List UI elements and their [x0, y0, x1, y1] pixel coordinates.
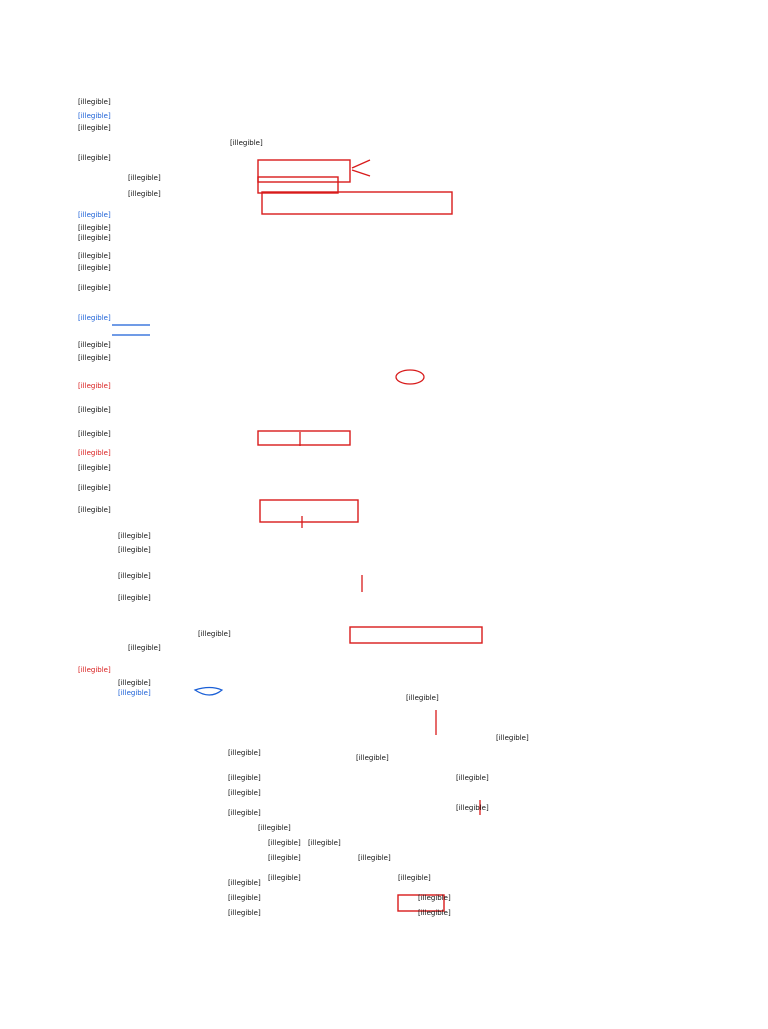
note-line-41: [illegible]	[228, 879, 261, 887]
note-line-53: [illegible]	[356, 754, 389, 762]
note-line-23: [illegible]	[78, 506, 111, 514]
note-line-15: [illegible]	[78, 341, 111, 349]
note-line-2: [illegible]	[78, 112, 111, 120]
note-line-10: [illegible]	[78, 234, 111, 242]
note-line-48: [illegible]	[418, 909, 451, 917]
note-line-49: [illegible]	[456, 774, 489, 782]
note-line-46: [illegible]	[398, 874, 431, 882]
note-line-13: [illegible]	[78, 284, 111, 292]
note-line-39: [illegible]	[268, 854, 301, 862]
note-line-14: [illegible]	[78, 314, 111, 322]
note-line-7: [illegible]	[128, 190, 161, 198]
note-line-45: [illegible]	[358, 854, 391, 862]
note-line-3: [illegible]	[78, 124, 111, 132]
note-line-16: [illegible]	[78, 354, 111, 362]
note-line-27: [illegible]	[118, 594, 151, 602]
note-line-5: [illegible]	[78, 154, 111, 162]
note-line-28: [illegible]	[198, 630, 231, 638]
note-line-25: [illegible]	[118, 546, 151, 554]
note-line-31: [illegible]	[118, 679, 151, 687]
note-line-9: [illegible]	[78, 224, 111, 232]
note-line-52: [illegible]	[496, 734, 529, 742]
note-line-24: [illegible]	[118, 532, 151, 540]
note-line-22: [illegible]	[78, 484, 111, 492]
note-line-11: [illegible]	[78, 252, 111, 260]
note-line-35: [illegible]	[228, 789, 261, 797]
note-line-26: [illegible]	[118, 572, 151, 580]
note-line-44: [illegible]	[308, 839, 341, 847]
note-line-33: [illegible]	[228, 749, 261, 757]
note-line-32: [illegible]	[118, 689, 151, 697]
note-line-34: [illegible]	[228, 774, 261, 782]
note-line-18: [illegible]	[78, 406, 111, 414]
note-line-21: [illegible]	[78, 464, 111, 472]
note-line-38: [illegible]	[268, 839, 301, 847]
note-line-43: [illegible]	[228, 909, 261, 917]
note-line-12: [illegible]	[78, 264, 111, 272]
note-line-42: [illegible]	[228, 894, 261, 902]
note-line-17: [illegible]	[78, 382, 111, 390]
note-line-37: [illegible]	[258, 824, 291, 832]
note-line-8: [illegible]	[78, 211, 111, 219]
note-line-4: [illegible]	[230, 139, 263, 147]
note-line-50: [illegible]	[456, 804, 489, 812]
note-line-29: [illegible]	[128, 644, 161, 652]
note-line-47: [illegible]	[418, 894, 451, 902]
note-line-19: [illegible]	[78, 430, 111, 438]
note-line-51: [illegible]	[406, 694, 439, 702]
note-line-1: [illegible]	[78, 98, 111, 106]
note-line-36: [illegible]	[228, 809, 261, 817]
note-line-6: [illegible]	[128, 174, 161, 182]
note-line-30: [illegible]	[78, 666, 111, 674]
note-line-40: [illegible]	[268, 874, 301, 882]
note-line-20: [illegible]	[78, 449, 111, 457]
